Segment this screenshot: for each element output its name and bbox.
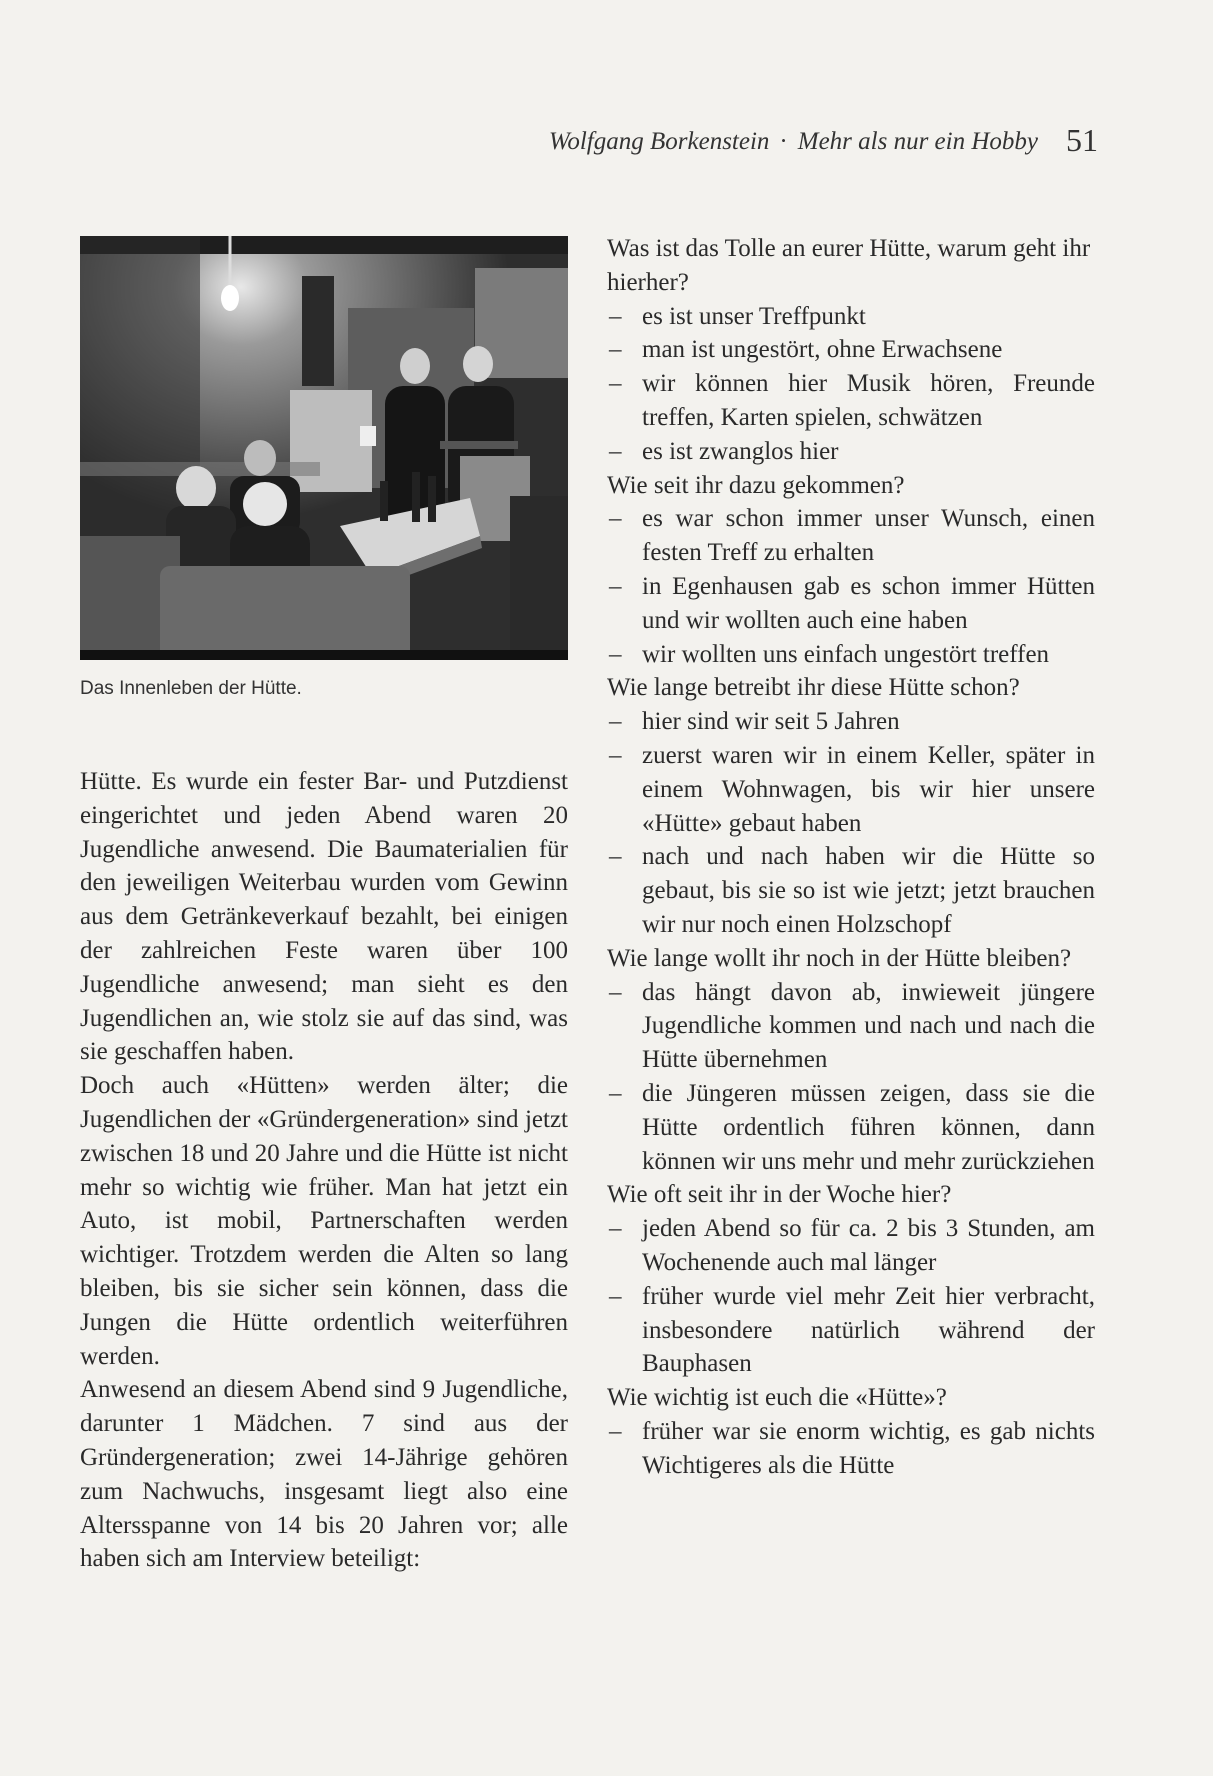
interview-answer (607, 300, 1095, 334)
header-title: Mehr als nur ein Hobby (797, 128, 1038, 155)
interview-answer (607, 1212, 1095, 1280)
answer-text: es ist zwanglos hier (642, 437, 839, 465)
interview-answer (607, 739, 1095, 840)
answer-dash: – (609, 640, 622, 668)
answer-dash: – (609, 1215, 622, 1243)
answer-dash: – (609, 336, 622, 364)
answer-text: früher wurde viel mehr Zeit hier verbracht, insbesondere natürlich während der Bauphasen (642, 1282, 1095, 1378)
paragraph: Doch auch «Hütten» werden älter; die Jugendlichen der «Gründergeneration» sind jetzt zwischen 18 und 20 Jahre und die Hütte ist nicht mehr so wichtig wie früher. Man hat jetzt ein Auto, ist mobil, Partnerschaften werden wichtiger. Trotzdem werden die Alten so lang bleiben, bis sie sicher sein können, dass die Jungen die Hütte ordentlich weiterführen werden. (80, 1072, 568, 1370)
interview-question: Wie lange wollt ihr noch in der Hütte bleiben? (607, 944, 1072, 972)
answer-text: zuerst waren wir in einem Keller, später in einem Wohnwagen, bis wir hier unsere «Hütte» gebaut haben (642, 741, 1095, 837)
answer-dash: – (609, 978, 622, 1006)
interview-question: Wie wichtig ist euch die «Hütte»? (607, 1384, 947, 1412)
answer-dash: – (609, 1417, 622, 1445)
interview-answer (607, 705, 1095, 739)
interview-answer (607, 502, 1095, 570)
answer-text: früher war sie enorm wichtig, es gab nichts Wichtigeres als die Hütte (642, 1417, 1095, 1479)
header-separator: · (779, 128, 788, 155)
answer-dash: – (609, 1282, 622, 1310)
interview-question: Wie seit ihr dazu gekommen? (607, 471, 905, 499)
answer-dash: – (609, 505, 622, 533)
interview-answer (607, 435, 1095, 469)
interview-answer (607, 1280, 1095, 1381)
interview-answer (607, 976, 1095, 1077)
interview-answer (607, 638, 1095, 672)
right-column (607, 232, 1095, 1482)
answer-dash: – (609, 741, 622, 769)
paragraph: Anwesend an diesem Abend sind 9 Jugendliche, darunter 1 Mädchen. 7 sind aus der Gründergeneration; zwei 14-Jährige gehören zum Nachwuchs, insgesamt liegt also eine Altersspanne von 14 bis 20 Jahren vor; alle haben sich am Interview beteiligt: (80, 1376, 568, 1573)
answer-dash: – (609, 1079, 622, 1107)
answer-dash: – (609, 843, 622, 871)
interview-answer (607, 1077, 1095, 1178)
answer-text: in Egenhausen gab es schon immer Hütten und wir wollten auch eine haben (642, 572, 1095, 634)
interview-answer (607, 333, 1095, 367)
interview-answer (607, 367, 1095, 435)
header-author: Wolfgang Borkenstein (548, 128, 770, 155)
answer-text: wir können hier Musik hören, Freunde treffen, Karten spielen, schwätzen (642, 370, 1095, 431)
answer-dash: – (609, 708, 622, 736)
answer-dash: – (609, 572, 622, 600)
page-number: 51 (1066, 122, 1098, 158)
interview-question: Wie oft seit ihr in der Woche hier? (607, 1181, 952, 1209)
figure-caption: Das Innenleben der Hütte. (80, 678, 302, 699)
answer-text: jeden Abend so für ca. 2 bis 3 Stunden, am Wochenende auch mal länger (642, 1215, 1095, 1276)
answer-dash: – (609, 437, 622, 465)
interview-question: Wie lange betreibt ihr diese Hütte schon? (607, 674, 1020, 702)
answer-text: es ist unser Treffpunkt (642, 302, 866, 330)
answer-text: man ist ungestört, ohne Erwachsene (642, 336, 1003, 364)
answer-text: die Jüngeren müssen zeigen, dass sie die Hütte ordentlich führen können, dann können wir uns mehr und mehr zurückziehen (642, 1079, 1095, 1175)
answer-dash: – (609, 370, 622, 398)
interview-answer (607, 570, 1095, 638)
paragraph: Hütte. Es wurde ein fester Bar- und Putzdienst eingerichtet und jeden Abend waren 20 Jugendliche anwesend. Die Baumaterialien für den jeweiligen Weiterbau wurden vom Gewinn aus dem Getränkeverkauf bezahlt, bei einigen der zahlreichen Feste waren über 100 Jugendliche anwesend; man sieht es den Jugendlichen an, wie stolz sie auf das sind, was sie geschaffen haben. (80, 768, 568, 1066)
interview-question: Was ist das Tolle an eurer Hütte, warum geht ihr hierher? (607, 235, 1091, 296)
answer-text: wir wollten uns einfach ungestört treffen (642, 640, 1050, 668)
answer-text: hier sind wir seit 5 Jahren (642, 708, 900, 736)
running-header (549, 122, 1098, 159)
interior-photo (80, 236, 568, 660)
answer-dash: – (609, 302, 622, 330)
interview-answer (607, 840, 1095, 941)
interview-answer (607, 1415, 1095, 1483)
answer-text: es war schon immer unser Wunsch, einen festen Treff zu erhalten (642, 505, 1095, 567)
answer-text: das hängt davon ab, inwieweit jüngere Jugendliche kommen und nach und nach die Hütte übernehmen (642, 978, 1095, 1074)
answer-text: nach und nach haben wir die Hütte so gebaut, bis sie so ist wie jetzt; jetzt brauchen wir nur noch einen Holzschopf (642, 843, 1095, 938)
left-column (80, 765, 568, 1576)
